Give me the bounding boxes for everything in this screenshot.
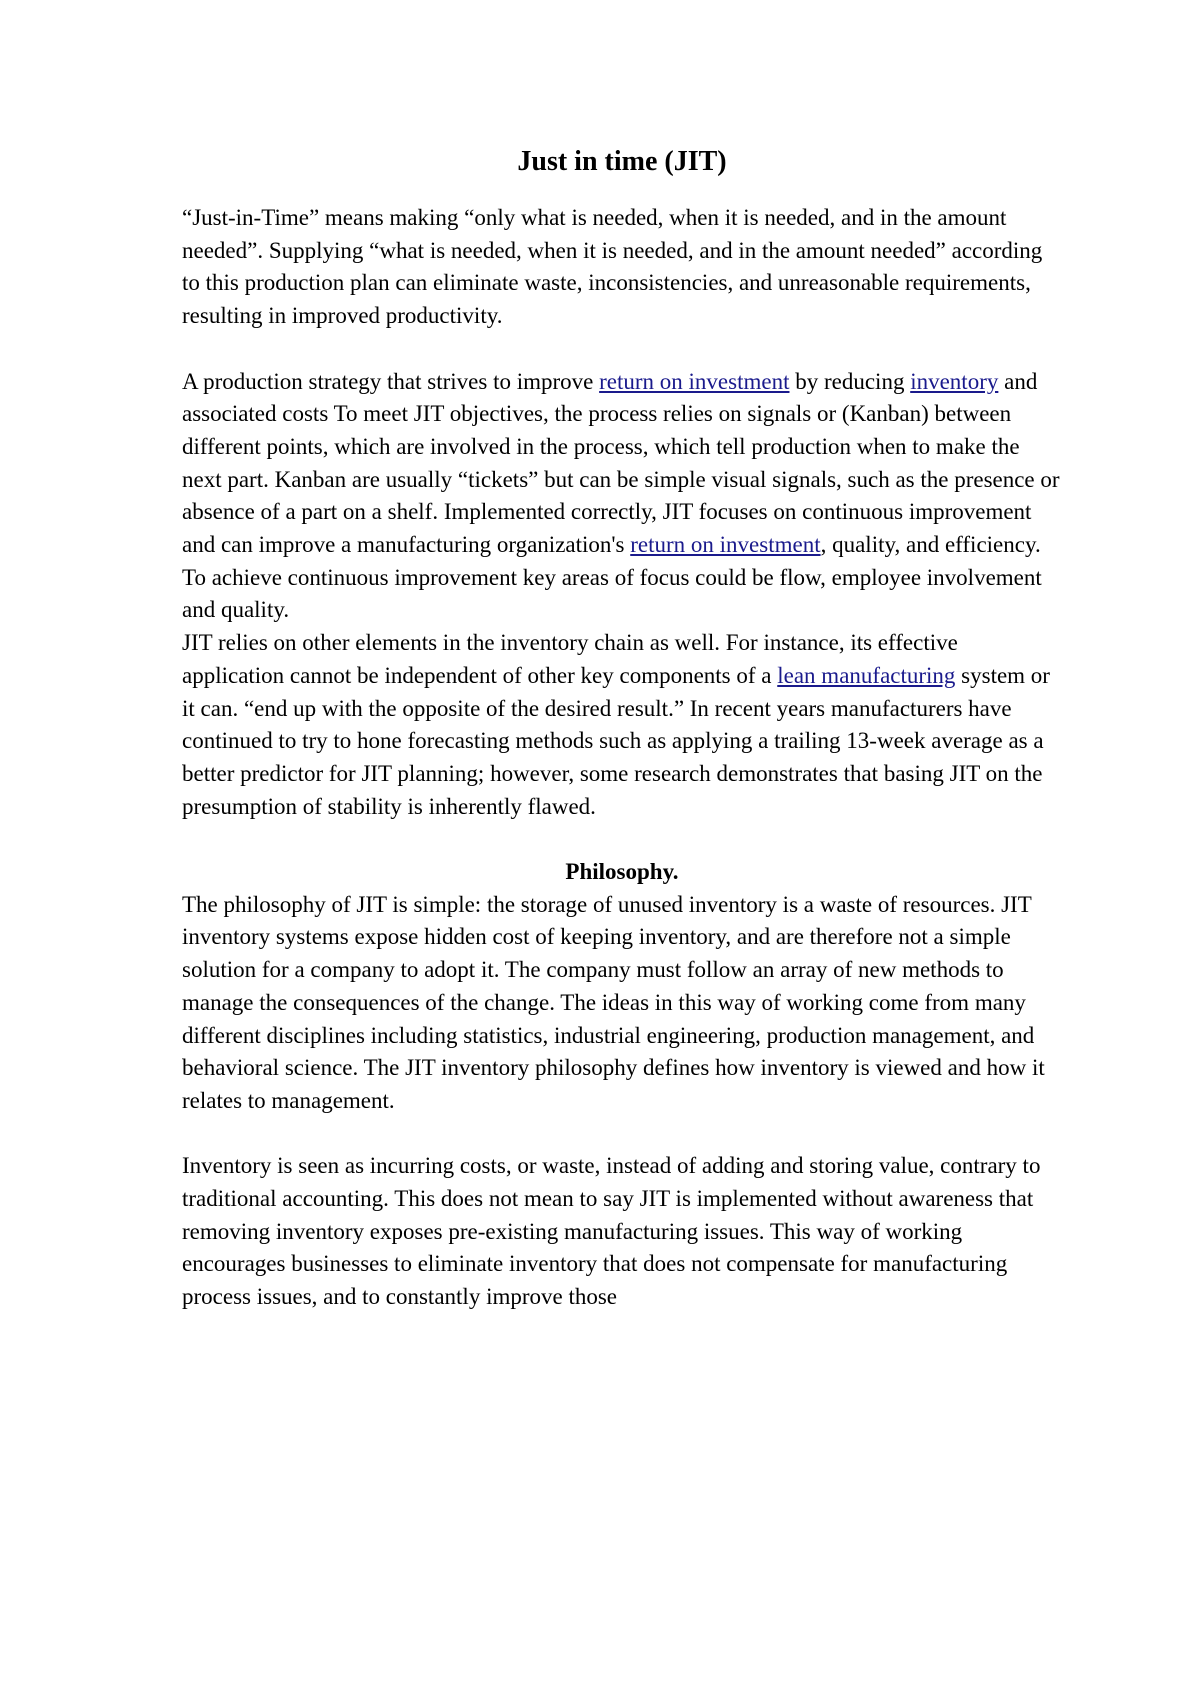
document-body xyxy=(182,142,1062,1314)
paragraph-definition: “Just-in-Time” means making “only what is needed, when it is needed, and in the amount needed”. Supplying “what is needed, when it is needed, and in the amount needed” according to this production plan can eliminate waste, inconsistencies, and unreasonable requirements, resulting in improved productivity. xyxy=(182,205,1043,329)
link-inventory[interactable]: inventory xyxy=(910,368,999,394)
paragraph-inventory-costs: Inventory is seen as incurring costs, or waste, instead of adding and storing value, contrary to traditional accounting. This does not mean to say JIT is implemented without awareness that removing inventory exposes pre-existing manufacturing issues. This way of working encourages businesses to eliminate inventory that does not compensate for manufacturing process issues, and to constantly improve those xyxy=(182,1153,1041,1310)
text-segment: by reducing xyxy=(789,368,911,394)
link-return-on-investment-2[interactable]: return on investment xyxy=(630,532,821,558)
document-title: Just in time (JIT) xyxy=(517,146,727,177)
text-segment: and associated costs To meet JIT objectives, the process relies on signals or (Kanban) between different points, which are involved in the process, which tell production when to make the next part. Kanban are usually “tickets” but can be simple visual signals, such as the presence or absence of a part on a shelf. Implemented correctly, JIT focuses on continuous improvement and can improve a manufacturing organization's xyxy=(182,368,1060,558)
link-lean-manufacturing[interactable]: lean manufacturing xyxy=(777,662,956,688)
text-segment: JIT relies on other elements in the inventory chain as well. For instance, its effective application cannot be independent of other key components of a xyxy=(182,630,958,688)
section-heading-philosophy: Philosophy. xyxy=(565,859,679,885)
text-segment: A production strategy that strives to improve xyxy=(182,368,600,394)
text-segment: system or it can. “end up with the opposite of the desired result.” In recent years manufacturers have continued to try to hone forecasting methods such as applying a trailing 13-week average as a better predictor for JIT planning; however, some research demonstrates that basing JIT on the presumption of stability is inherently flawed. xyxy=(182,662,1050,819)
paragraph-inventory-chain xyxy=(182,627,1062,823)
text-segment: , quality, and efficiency. To achieve continuous improvement key areas of focus could be flow, employee involvement and quality. xyxy=(182,532,1042,623)
paragraph-production-strategy xyxy=(182,366,1062,628)
link-return-on-investment[interactable]: return on investment xyxy=(599,368,790,394)
paragraph-philosophy: The philosophy of JIT is simple: the storage of unused inventory is a waste of resources. JIT inventory systems expose hidden cost of keeping inventory, and are therefore not a simple solution for a company to adopt it. The company must follow an array of new methods to manage the consequences of the change. The ideas in this way of working come from many different disciplines including statistics, industrial engineering, production management, and behavioral science. The JIT inventory philosophy defines how inventory is viewed and how it relates to management. xyxy=(182,891,1045,1113)
